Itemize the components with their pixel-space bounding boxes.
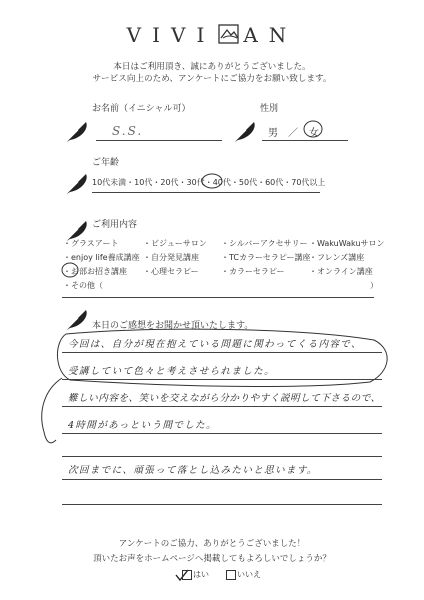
no-option-label[interactable]: いいえ <box>237 570 261 579</box>
usage-option[interactable]: ・WakuWakuサロン <box>309 239 385 248</box>
name-label: お名前（イニシャル可） <box>92 104 191 114</box>
feedback-line[interactable]: 受講していて色々と考えさせられました。 <box>68 366 275 377</box>
selection-circle-icon <box>302 119 324 139</box>
usage-underline <box>62 297 374 298</box>
brand-mark-icon <box>217 22 241 46</box>
gender-separator: ／ <box>288 128 298 139</box>
usage-option[interactable]: ・enjoy life養成講座 <box>63 253 140 262</box>
feedback-line[interactable]: 今回は、自分が現在抱えている問題に関わってくる内容で、 <box>68 339 362 350</box>
age-underline <box>92 192 320 193</box>
intro-line-1: 本日はご利用頂き、誠にありがとうございました。 <box>113 62 311 72</box>
usage-option[interactable]: ・カラーセラピー <box>221 267 285 276</box>
age-options[interactable]: 10代未満・10代・20代・30代・40代・50代・60代・70代以上 <box>92 178 326 187</box>
feather-pen-icon <box>62 170 90 198</box>
yes-checkbox[interactable] <box>182 570 192 580</box>
brand-suffix: AN <box>243 23 298 47</box>
feedback-rule <box>62 352 382 353</box>
name-underline <box>96 140 222 141</box>
feedback-line[interactable]: 難しい内容を、笑いを交えながら分かりやすく説明して下さるので、 <box>68 393 381 404</box>
closing-line-1: アンケートのご協力、ありがとうございました！ <box>118 539 306 549</box>
feedback-label: 本日のご感想をお聞かせ頂いたします。 <box>92 321 254 331</box>
selection-circle-icon <box>200 172 224 190</box>
usage-option[interactable]: ・心理セラピー <box>143 267 199 276</box>
intro-line-2: サービス向上のため、アンケートにご協力をお願い致します。 <box>92 74 332 84</box>
usage-label: ご利用内容 <box>92 220 138 230</box>
feather-pen-icon <box>62 118 90 146</box>
feather-pen-icon <box>230 118 258 146</box>
age-label: ご年齢 <box>92 158 120 168</box>
no-checkbox[interactable] <box>226 570 236 580</box>
selection-circle-icon <box>60 261 80 279</box>
gender-female-option[interactable]: 女 <box>309 128 319 139</box>
feedback-rule <box>62 479 382 480</box>
feedback-line[interactable]: 4時間があっという間でした。 <box>68 420 217 431</box>
brand-logo <box>0 22 424 47</box>
usage-other-close: ） <box>370 281 378 290</box>
usage-option[interactable]: ・オンライン講座 <box>309 267 373 276</box>
feedback-rule <box>62 433 382 434</box>
usage-option[interactable]: ・ビジューサロン <box>143 239 207 248</box>
usage-option[interactable]: ・グラスアート <box>63 239 119 248</box>
usage-option[interactable]: ・お部お招き講座 <box>63 267 127 276</box>
feedback-rule <box>62 379 382 380</box>
gender-underline <box>262 140 348 141</box>
gender-male-option[interactable]: 男 <box>268 128 278 139</box>
usage-option[interactable]: ・フレンズ講座 <box>309 253 365 262</box>
feedback-rule <box>62 504 382 505</box>
usage-option[interactable]: ・シルバーアクセサリー <box>221 239 308 248</box>
yes-option-label[interactable]: はい <box>193 570 209 579</box>
usage-option[interactable]: ・自分発見講座 <box>143 253 199 262</box>
name-value[interactable]: S.S. <box>112 124 144 138</box>
brand-prefix: VIVI <box>126 23 216 47</box>
usage-other-option[interactable]: ・その他（ <box>63 281 103 290</box>
gender-label: 性別 <box>260 104 279 114</box>
feedback-rule <box>62 406 382 407</box>
feedback-line[interactable]: 次回までに、頑張って落とし込みたいと思います。 <box>68 465 318 476</box>
feedback-rule <box>62 456 382 457</box>
usage-option[interactable]: ・TCカラーセラピー講座 <box>221 253 311 262</box>
closing-line-2: 頂いたお声をホームページへ掲載してもよろしいでしょうか？ <box>93 554 331 564</box>
